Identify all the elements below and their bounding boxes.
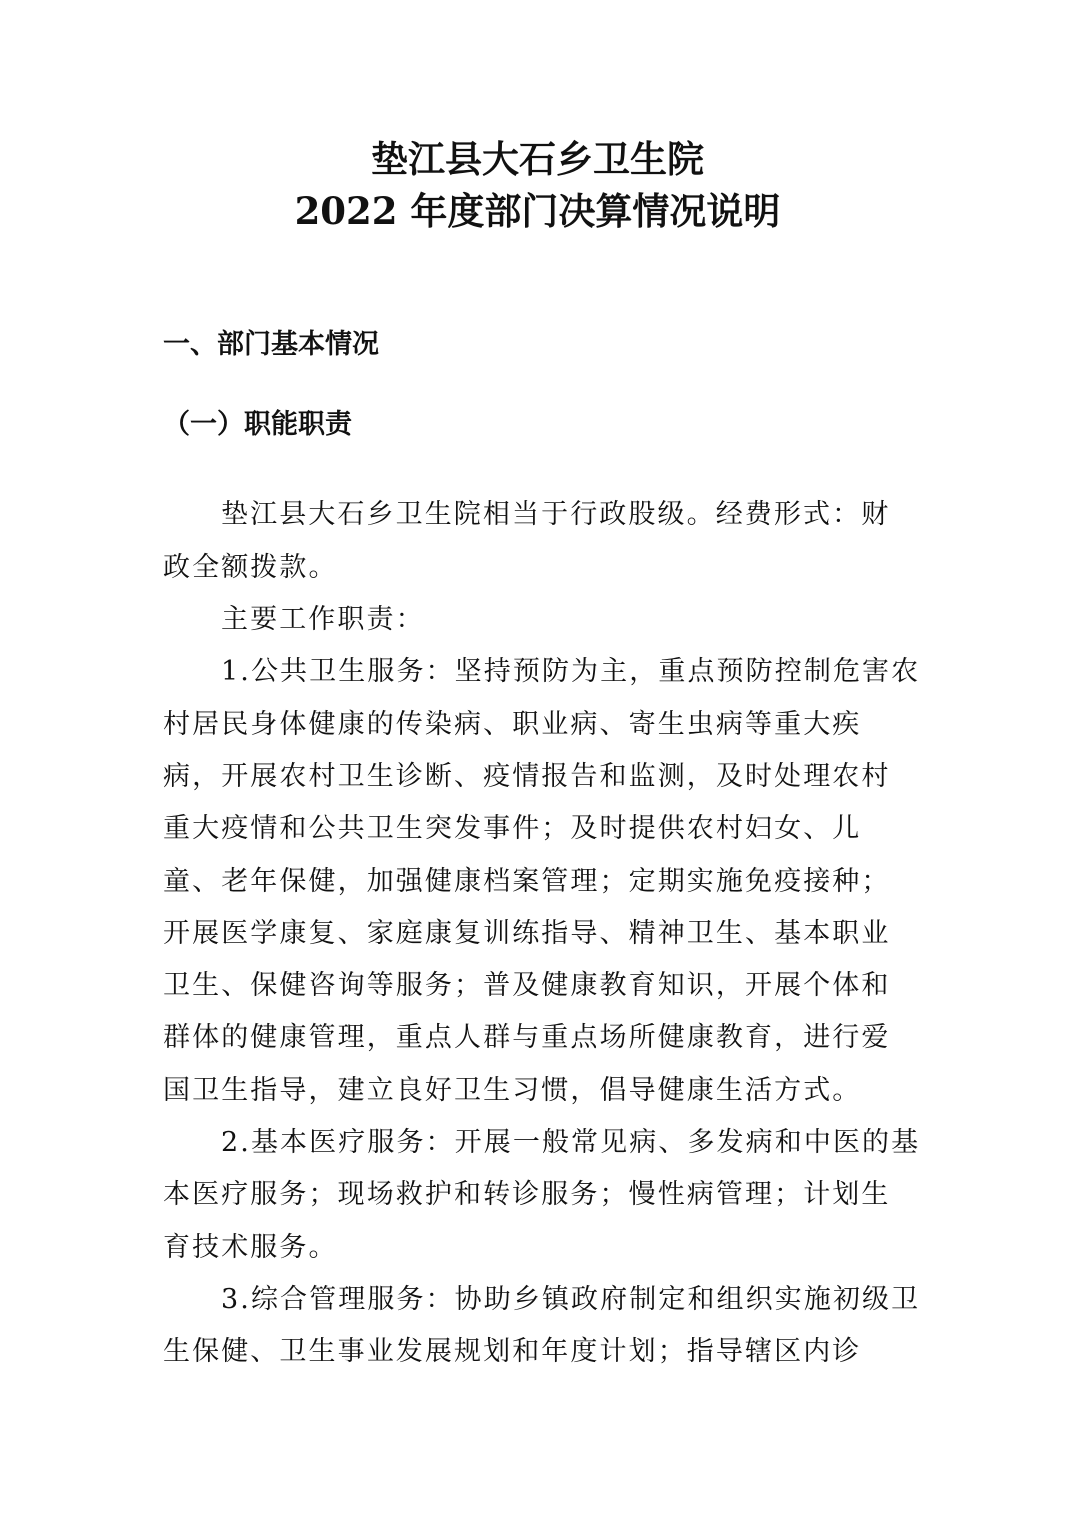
body-line: 主要工作职责： xyxy=(221,604,425,635)
document-title-line2: 2022 年度部门决算情况说明 xyxy=(294,189,781,233)
body-line: 育技术服务。 xyxy=(163,1232,338,1263)
body-line: 生保健、卫生事业发展规划和年度计划；指导辖区内诊 xyxy=(163,1336,862,1367)
body-line: 垫江县大石乡卫生院相当于行政股级。经费形式：财 xyxy=(221,499,891,530)
body-line: 国卫生指导，建立良好卫生习惯，倡导健康生活方式。 xyxy=(163,1075,862,1106)
body-line: 开展医学康复、家庭康复训练指导、精神卫生、基本职业 xyxy=(163,918,891,949)
body-line: 群体的健康管理，重点人群与重点场所健康教育，进行爱 xyxy=(163,1022,891,1053)
body-line: 3.综合管理服务：协助乡镇政府制定和组织实施初级卫 xyxy=(221,1284,921,1315)
section-heading-basic-info: 一、部门基本情况 xyxy=(163,329,379,360)
document-title-line1: 垫江县大石乡卫生院 xyxy=(371,137,704,181)
subsection-heading-duties: （一）职能职责 xyxy=(163,409,352,440)
body-line: 重大疫情和公共卫生突发事件；及时提供农村妇女、儿 xyxy=(163,813,862,844)
body-line: 童、老年保健，加强健康档案管理；定期实施免疫接种； xyxy=(163,866,891,897)
body-line: 卫生、保健咨询等服务；普及健康教育知识，开展个体和 xyxy=(163,970,891,1001)
body-line: 病，开展农村卫生诊断、疫情报告和监测，及时处理农村 xyxy=(163,761,891,792)
body-line: 政全额拨款。 xyxy=(163,552,338,583)
body-line: 本医疗服务；现场救护和转诊服务；慢性病管理；计划生 xyxy=(163,1179,891,1210)
body-line: 2.基本医疗服务：开展一般常见病、多发病和中医的基 xyxy=(221,1127,921,1158)
body-line: 1.公共卫生服务：坚持预防为主，重点预防控制危害农 xyxy=(221,656,921,687)
body-line: 村居民身体健康的传染病、职业病、寄生虫病等重大疾 xyxy=(163,709,862,740)
